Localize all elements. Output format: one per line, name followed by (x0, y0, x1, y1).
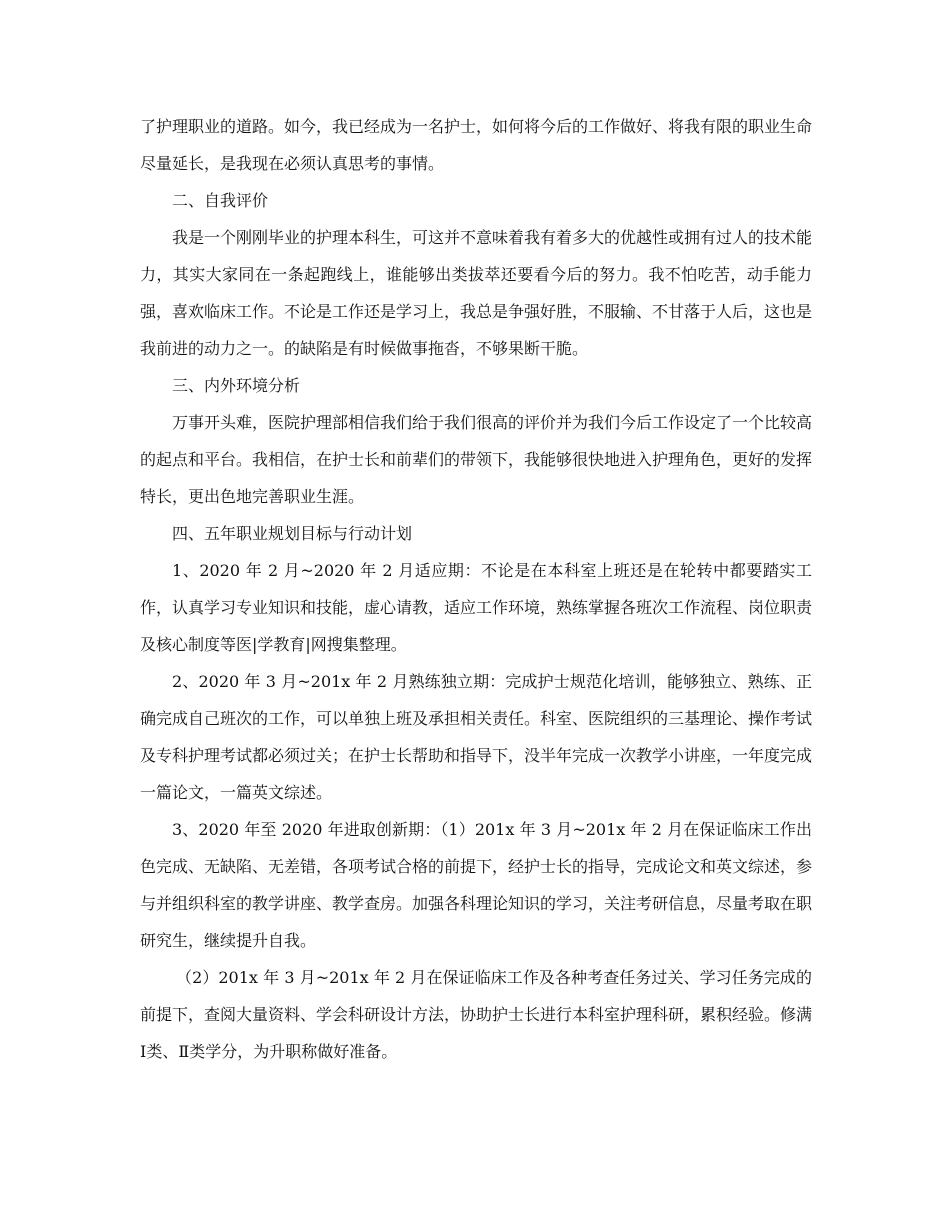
paragraph-plan-stage-3: 3、2020 年至 2020 年进取创新期：（1）201x 年 3 月~201x 年 2 月在保证临床工作出色完成、无缺陷、无差错，各项考试合格的前提下，经护士长的指导，完成论文和英文综述，参与并组织科室的教学讲座、教学查房。加强各科理论知识的学习，关注考研信息，尽量考取在职研究生，继续提升自我。 (140, 820, 813, 950)
section-heading-five-year-plan: 四、五年职业规划目标与行动计划 (172, 524, 413, 543)
paragraph-plan-stage-1: 1、2020 年 2 月~2020 年 2 月适应期：不论是在本科室上班还是在轮转中都要踏实工作，认真学习专业知识和技能，虚心请教，适应工作环境，熟练掌握各班次工作流程、岗位职责及核心制度等医|学教育|网搜集整理。 (140, 561, 813, 654)
section-heading-self-evaluation: 二、自我评价 (172, 191, 269, 210)
paragraph-plan-stage-3-part-2: （2）201x 年 3 月~201x 年 2 月在保证临床工作及各种考查任务过关、学习任务完成的前提下，查阅大量资料、学会科研设计方法，协助护士长进行本科室护理科研，累积经验。修满Ⅰ类、Ⅱ类学分，为升职称做好准备。 (140, 968, 813, 1061)
paragraph-environment-analysis: 万事开头难，医院护理部相信我们给于我们很高的评价并为我们今后工作设定了一个比较高的起点和平台。我相信，在护士长和前辈们的带领下，我能够很快地进入护理角色，更好的发挥特长，更出色地完善职业生涯。 (140, 413, 813, 506)
paragraph-plan-stage-2: 2、2020 年 3 月~201x 年 2 月熟练独立期：完成护士规范化培训，能够独立、熟练、正确完成自己班次的工作，可以单独上班及承担相关责任。科室、医院组织的三基理论、操作考试及专科护理考试都必须过关；在护士长帮助和指导下，没半年完成一次教学小讲座，一年度完成一篇论文，一篇英文综述。 (140, 672, 813, 802)
paragraph-intro-continuation: 了护理职业的道路。如今，我已经成为一名护士，如何将今后的工作做好、将我有限的职业生命尽量延长，是我现在必须认真思考的事情。 (140, 117, 813, 173)
document-body (140, 108, 812, 1070)
paragraph-self-evaluation: 我是一个刚刚毕业的护理本科生，可这并不意味着我有着多大的优越性或拥有过人的技术能力，其实大家同在一条起跑线上，谁能够出类拔萃还要看今后的努力。我不怕吃苦，动手能力强，喜欢临床工作。不论是工作还是学习上，我总是争强好胜，不服输、不甘落于人后，这也是我前进的动力之一。的缺陷是有时候做事拖沓，不够果断干脆。 (140, 228, 813, 358)
section-heading-environment-analysis: 三、内外环境分析 (172, 376, 301, 395)
